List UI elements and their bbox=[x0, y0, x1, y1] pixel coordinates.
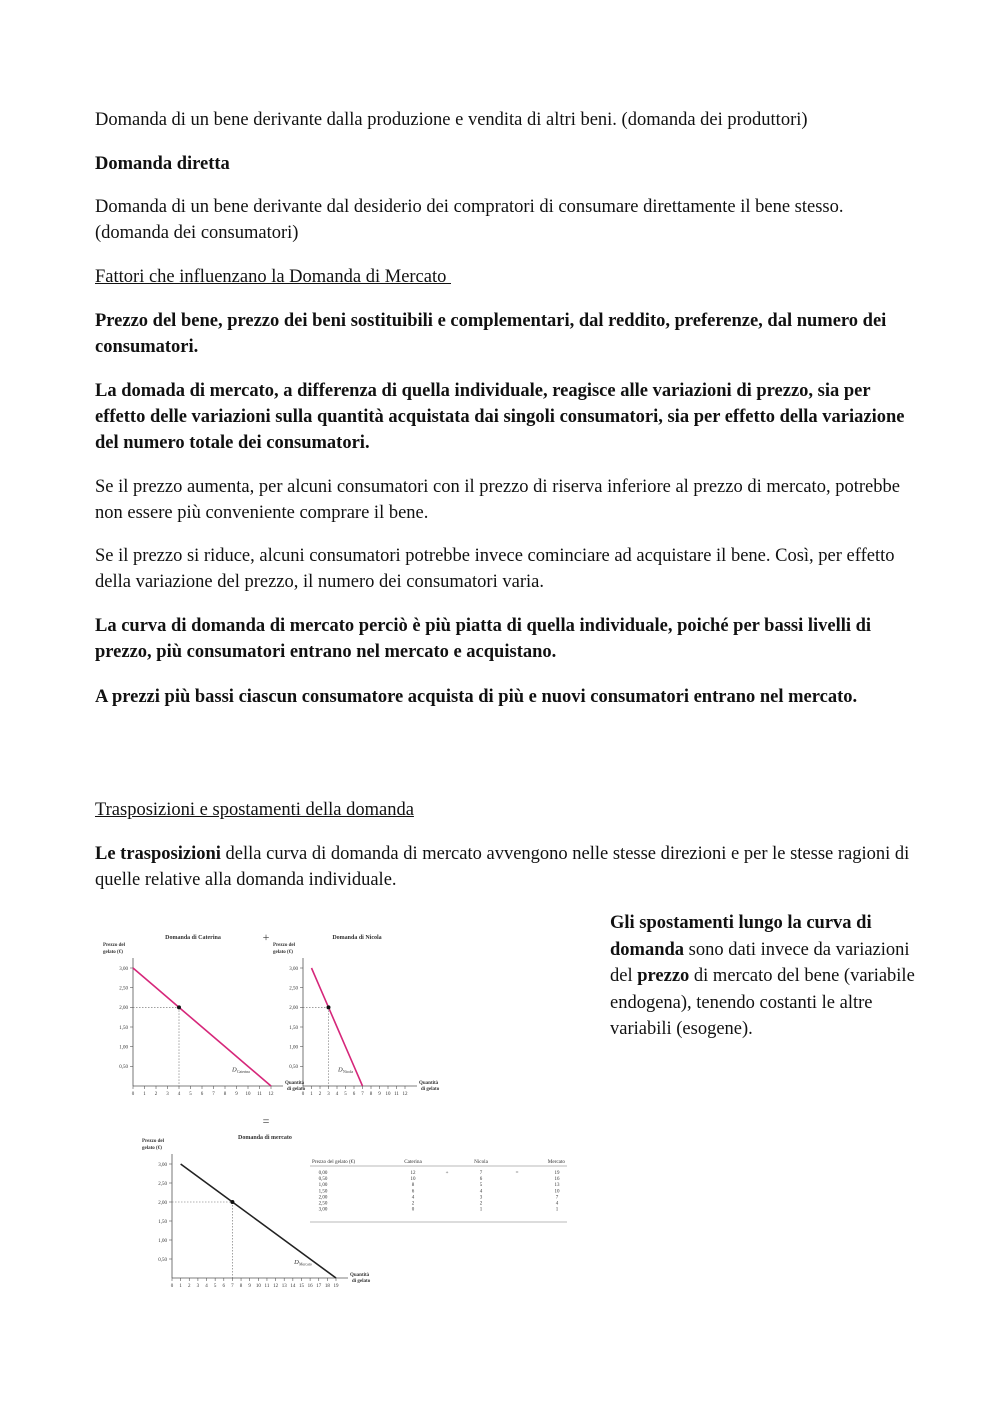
caterina-y-tick-label: 1,50 bbox=[119, 1025, 128, 1031]
caterina-y-tick-label: 1,00 bbox=[119, 1045, 128, 1051]
mercato-x-tick-label: 1 bbox=[179, 1284, 182, 1289]
mercato-x-tick-label: 17 bbox=[316, 1284, 322, 1289]
nicola-y-tick-label: 2,00 bbox=[289, 1006, 298, 1012]
table-cell-price: 0,00 bbox=[318, 1171, 328, 1176]
mercato-x-tick-label: 8 bbox=[239, 1284, 243, 1289]
heading-fattori bbox=[95, 264, 915, 290]
nicola-demand-curve bbox=[312, 968, 363, 1086]
mercato-x-tick-label: 13 bbox=[281, 1284, 287, 1289]
nicola-x-tick-label: 7 bbox=[361, 1092, 364, 1097]
caterina-y-tick-label: 2,50 bbox=[119, 986, 128, 992]
nicola-x-tick-label: 6 bbox=[352, 1092, 356, 1097]
paragraph-domanda-derivata: Domanda di un bene derivante dalla produzione e vendita di altri beni. (domanda dei produttori) bbox=[95, 110, 808, 130]
mercato-xlabel-2: di gelato bbox=[352, 1279, 371, 1284]
paragraph-prezzi-bassi: A prezzi più bassi ciascun consumatore acquista di più e nuovi consumatori entrano nel mercato. bbox=[95, 687, 858, 707]
caterina-x-tick-label: 0 bbox=[131, 1092, 135, 1097]
caterina-x-tick-label: 3 bbox=[166, 1092, 169, 1097]
nicola-chart-title: Domanda di Nicola bbox=[332, 935, 382, 941]
table-cell-caterina: 0 bbox=[411, 1207, 415, 1213]
table-cell-nicola: 3 bbox=[479, 1195, 483, 1201]
table-cell-caterina: 8 bbox=[411, 1183, 415, 1189]
paragraph-prezzo-aumenta: Se il prezzo aumenta, per alcuni consumatori con il prezzo di riserva inferiore al prezzo di mercato, potrebbe non essere più conveniente comprare il bene. bbox=[95, 477, 900, 523]
table-header: Prezzo del gelato (€) bbox=[312, 1159, 356, 1165]
caterina-curve-label: D bbox=[232, 1066, 237, 1074]
mercato-x-tick-label: 15 bbox=[298, 1284, 304, 1289]
table-cell-caterina: 12 bbox=[410, 1171, 416, 1176]
table-cell-nicola: 2 bbox=[479, 1201, 483, 1207]
mercato-x-tick-label: 0 bbox=[170, 1284, 174, 1289]
caterina-x-tick-label: 2 bbox=[154, 1092, 158, 1097]
plus-sign: + bbox=[262, 930, 270, 944]
nicola-equilibrium-point bbox=[327, 1005, 331, 1009]
nicola-x-tick-label: 3 bbox=[327, 1092, 330, 1097]
table-cell-caterina: 6 bbox=[411, 1189, 415, 1195]
trasposizioni-bold: Le trasposizioni bbox=[95, 844, 221, 864]
table-cell-mercato: 4 bbox=[555, 1201, 559, 1207]
mercato-equilibrium-point bbox=[230, 1200, 234, 1204]
caterina-y-tick-label: 0,50 bbox=[119, 1065, 128, 1071]
caterina-x-tick-label: 11 bbox=[257, 1092, 262, 1097]
mercato-y-tick-label: 2,50 bbox=[158, 1181, 167, 1187]
table-cell-nicola: 5 bbox=[479, 1183, 483, 1189]
nicola-xlabel-1: Quantità bbox=[419, 1081, 439, 1086]
mercato-x-tick-label: 10 bbox=[255, 1284, 261, 1289]
table-cell-nicola: 4 bbox=[479, 1189, 483, 1195]
mercato-demand-curve bbox=[181, 1164, 336, 1278]
table-cell-price: 0,50 bbox=[318, 1177, 328, 1183]
paragraph-domanda-mercato: La domada di mercato, a differenza di quella individuale, reagisce alle variazioni di prezzo, sia per effetto delle variazioni sulla quantità acquistata dai singoli consumatori, sia per effetto della variazione del numero totale dei consumatori. bbox=[95, 381, 905, 453]
nicola-x-tick-label: 10 bbox=[385, 1092, 391, 1097]
table-cell-nicola: 7 bbox=[479, 1171, 483, 1176]
paragraph-fattori: Prezzo del bene, prezzo dei beni sostituibili e complementari, dal reddito, preferenze, dal numero dei consumatori. bbox=[95, 311, 887, 357]
mercato-x-tick-label: 18 bbox=[324, 1284, 330, 1289]
caterina-y-tick-label: 2,00 bbox=[119, 1006, 128, 1012]
mercato-x-tick-label: 11 bbox=[264, 1284, 270, 1289]
nicola-curve-label: D bbox=[338, 1066, 343, 1074]
table-cell-caterina: 2 bbox=[411, 1201, 415, 1207]
caterina-x-tick-label: 8 bbox=[223, 1092, 227, 1097]
mercato-ylabel-1: Prezzo del bbox=[142, 1139, 164, 1144]
nicola-curve-label-sub: Nicola bbox=[343, 1069, 354, 1074]
caterina-curve-label-sub: Caterina bbox=[237, 1069, 250, 1074]
nicola-x-tick-label: 1 bbox=[310, 1092, 313, 1097]
spostamenti-text-2: di mercato del bene (variabile endogena), tenendo costanti le altre variabili (esogene). bbox=[610, 966, 915, 1039]
mercato-x-tick-label: 3 bbox=[196, 1284, 200, 1289]
nicola-x-tick-label: 9 bbox=[378, 1092, 381, 1097]
mercato-x-tick-label: 7 bbox=[231, 1284, 234, 1289]
table-cell-mercato: 7 bbox=[555, 1195, 559, 1201]
table-cell-nicola: 1 bbox=[479, 1207, 483, 1213]
caterina-x-tick-label: 9 bbox=[235, 1092, 238, 1097]
nicola-x-tick-label: 11 bbox=[394, 1092, 399, 1097]
paragraph-spostamenti bbox=[610, 910, 920, 1043]
table-cell-price: 2,50 bbox=[318, 1201, 328, 1207]
table-header: Mercato bbox=[547, 1159, 565, 1165]
spostamenti-text-1: sono dati invece da variazioni del bbox=[610, 939, 910, 986]
nicola-xlabel-2: di gelato bbox=[421, 1087, 440, 1092]
demand-figure bbox=[95, 910, 575, 1302]
mercato-x-tick-label: 19 bbox=[333, 1284, 339, 1289]
mercato-curve-label-sub: Mercato bbox=[299, 1262, 312, 1267]
nicola-x-tick-label: 4 bbox=[335, 1092, 339, 1097]
table-cell-price: 1,00 bbox=[318, 1183, 328, 1189]
table-cell-caterina: 4 bbox=[411, 1195, 415, 1201]
nicola-x-tick-label: 5 bbox=[344, 1092, 347, 1097]
paragraph-prezzo-riduce: Se il prezzo si riduce, alcuni consumatori potrebbe invece cominciare ad acquistare il bene. Così, per effetto della variazione del prezzo, il numero dei consumatori varia. bbox=[95, 546, 895, 592]
paragraph-curva-piatta: La curva di domanda di mercato perciò è più piatta di quella individuale, poiché per bassi livelli di prezzo, più consumatori entrano nel mercato e acquistano. bbox=[95, 616, 872, 662]
mercato-ylabel-2: gelato (€) bbox=[142, 1146, 162, 1151]
trasposizioni-rest: della curva di domanda di mercato avvengono nelle stesse direzioni e per le stesse ragioni di quelle relative alla domanda individuale. bbox=[95, 844, 910, 890]
caterina-ylabel-1: Prezzo del bbox=[103, 943, 125, 948]
table-plus-sign: + bbox=[445, 1171, 449, 1176]
demand-figure-svg bbox=[95, 910, 575, 1302]
caterina-xlabel-2: di gelato bbox=[287, 1087, 306, 1092]
caterina-x-tick-label: 12 bbox=[268, 1092, 274, 1097]
table-cell-mercato: 1 bbox=[555, 1207, 559, 1213]
caterina-x-tick-label: 6 bbox=[200, 1092, 204, 1097]
caterina-y-tick-label: 3,00 bbox=[119, 966, 128, 972]
caterina-x-tick-label: 7 bbox=[212, 1092, 215, 1097]
heading-fattori-text: Fattori che influenzano la Domanda di Mercato bbox=[95, 267, 451, 287]
mercato-y-tick-label: 3,00 bbox=[158, 1162, 167, 1168]
table-equals-sign: = bbox=[515, 1171, 519, 1176]
caterina-x-tick-label: 4 bbox=[177, 1092, 181, 1097]
mercato-x-tick-label: 14 bbox=[290, 1284, 296, 1289]
nicola-x-tick-label: 12 bbox=[402, 1092, 408, 1097]
mercato-x-tick-label: 12 bbox=[273, 1284, 279, 1289]
mercato-chart-title: Domanda di mercato bbox=[238, 1135, 292, 1141]
nicola-x-tick-label: 8 bbox=[369, 1092, 373, 1097]
equals-sign: = bbox=[262, 1114, 270, 1128]
paragraph-domanda-diretta: Domanda di un bene derivante dal desiderio dei compratori di consumare direttamente il bene stesso. (domanda dei consumatori) bbox=[95, 197, 844, 243]
nicola-ylabel-2: gelato (€) bbox=[273, 950, 293, 955]
mercato-x-tick-label: 5 bbox=[213, 1284, 217, 1289]
mercato-x-tick-label: 9 bbox=[248, 1284, 251, 1289]
nicola-y-tick-label: 3,00 bbox=[289, 966, 298, 972]
mercato-x-tick-label: 16 bbox=[307, 1284, 313, 1289]
caterina-demand-curve bbox=[133, 968, 271, 1086]
heading-domanda-diretta: Domanda diretta bbox=[95, 154, 230, 174]
mercato-x-tick-label: 6 bbox=[222, 1284, 226, 1289]
heading-trasposizioni: Trasposizioni e spostamenti della domanda bbox=[95, 800, 414, 820]
table-header: Caterina bbox=[404, 1159, 422, 1165]
table-cell-mercato: 19 bbox=[554, 1171, 560, 1176]
mercato-x-tick-label: 2 bbox=[188, 1284, 191, 1289]
table-cell-mercato: 10 bbox=[554, 1189, 560, 1195]
mercato-y-tick-label: 1,00 bbox=[158, 1238, 167, 1244]
table-cell-price: 2,00 bbox=[318, 1195, 328, 1201]
spostamenti-bold: Gli spostamenti lungo la curva di domanda bbox=[610, 913, 872, 960]
caterina-x-tick-label: 1 bbox=[143, 1092, 146, 1097]
table-cell-caterina: 10 bbox=[410, 1177, 416, 1183]
table-header: Nicola bbox=[474, 1159, 488, 1165]
nicola-ylabel-1: Prezzo del bbox=[273, 943, 295, 948]
table-cell-price: 1,50 bbox=[318, 1189, 328, 1195]
mercato-curve-label: D bbox=[294, 1259, 299, 1266]
mercato-xlabel-1: Quantità bbox=[350, 1273, 370, 1278]
nicola-y-tick-label: 1,50 bbox=[289, 1025, 298, 1031]
mercato-y-tick-label: 1,50 bbox=[158, 1219, 167, 1225]
spostamenti-prezzo: prezzo bbox=[637, 966, 690, 986]
mercato-x-tick-label: 4 bbox=[205, 1284, 208, 1289]
nicola-x-tick-label: 2 bbox=[318, 1092, 322, 1097]
table-cell-mercato: 16 bbox=[554, 1177, 560, 1183]
paragraph-trasposizioni bbox=[95, 841, 915, 893]
mercato-y-tick-label: 2,00 bbox=[158, 1200, 167, 1206]
nicola-y-tick-label: 2,50 bbox=[289, 986, 298, 992]
caterina-xlabel-1: Quantità bbox=[285, 1081, 305, 1086]
nicola-y-tick-label: 0,50 bbox=[289, 1065, 298, 1071]
caterina-x-tick-label: 5 bbox=[189, 1092, 192, 1097]
mercato-y-tick-label: 0,50 bbox=[158, 1257, 167, 1263]
nicola-x-tick-label: 0 bbox=[301, 1092, 305, 1097]
caterina-chart-title: Domanda di Caterina bbox=[165, 935, 221, 941]
table-cell-price: 3,00 bbox=[318, 1207, 328, 1213]
nicola-y-tick-label: 1,00 bbox=[289, 1045, 298, 1051]
caterina-ylabel-2: gelato (€) bbox=[103, 950, 123, 955]
caterina-x-tick-label: 10 bbox=[245, 1092, 251, 1097]
table-cell-mercato: 13 bbox=[554, 1183, 560, 1189]
table-cell-nicola: 6 bbox=[479, 1177, 483, 1183]
caterina-equilibrium-point bbox=[177, 1005, 181, 1009]
